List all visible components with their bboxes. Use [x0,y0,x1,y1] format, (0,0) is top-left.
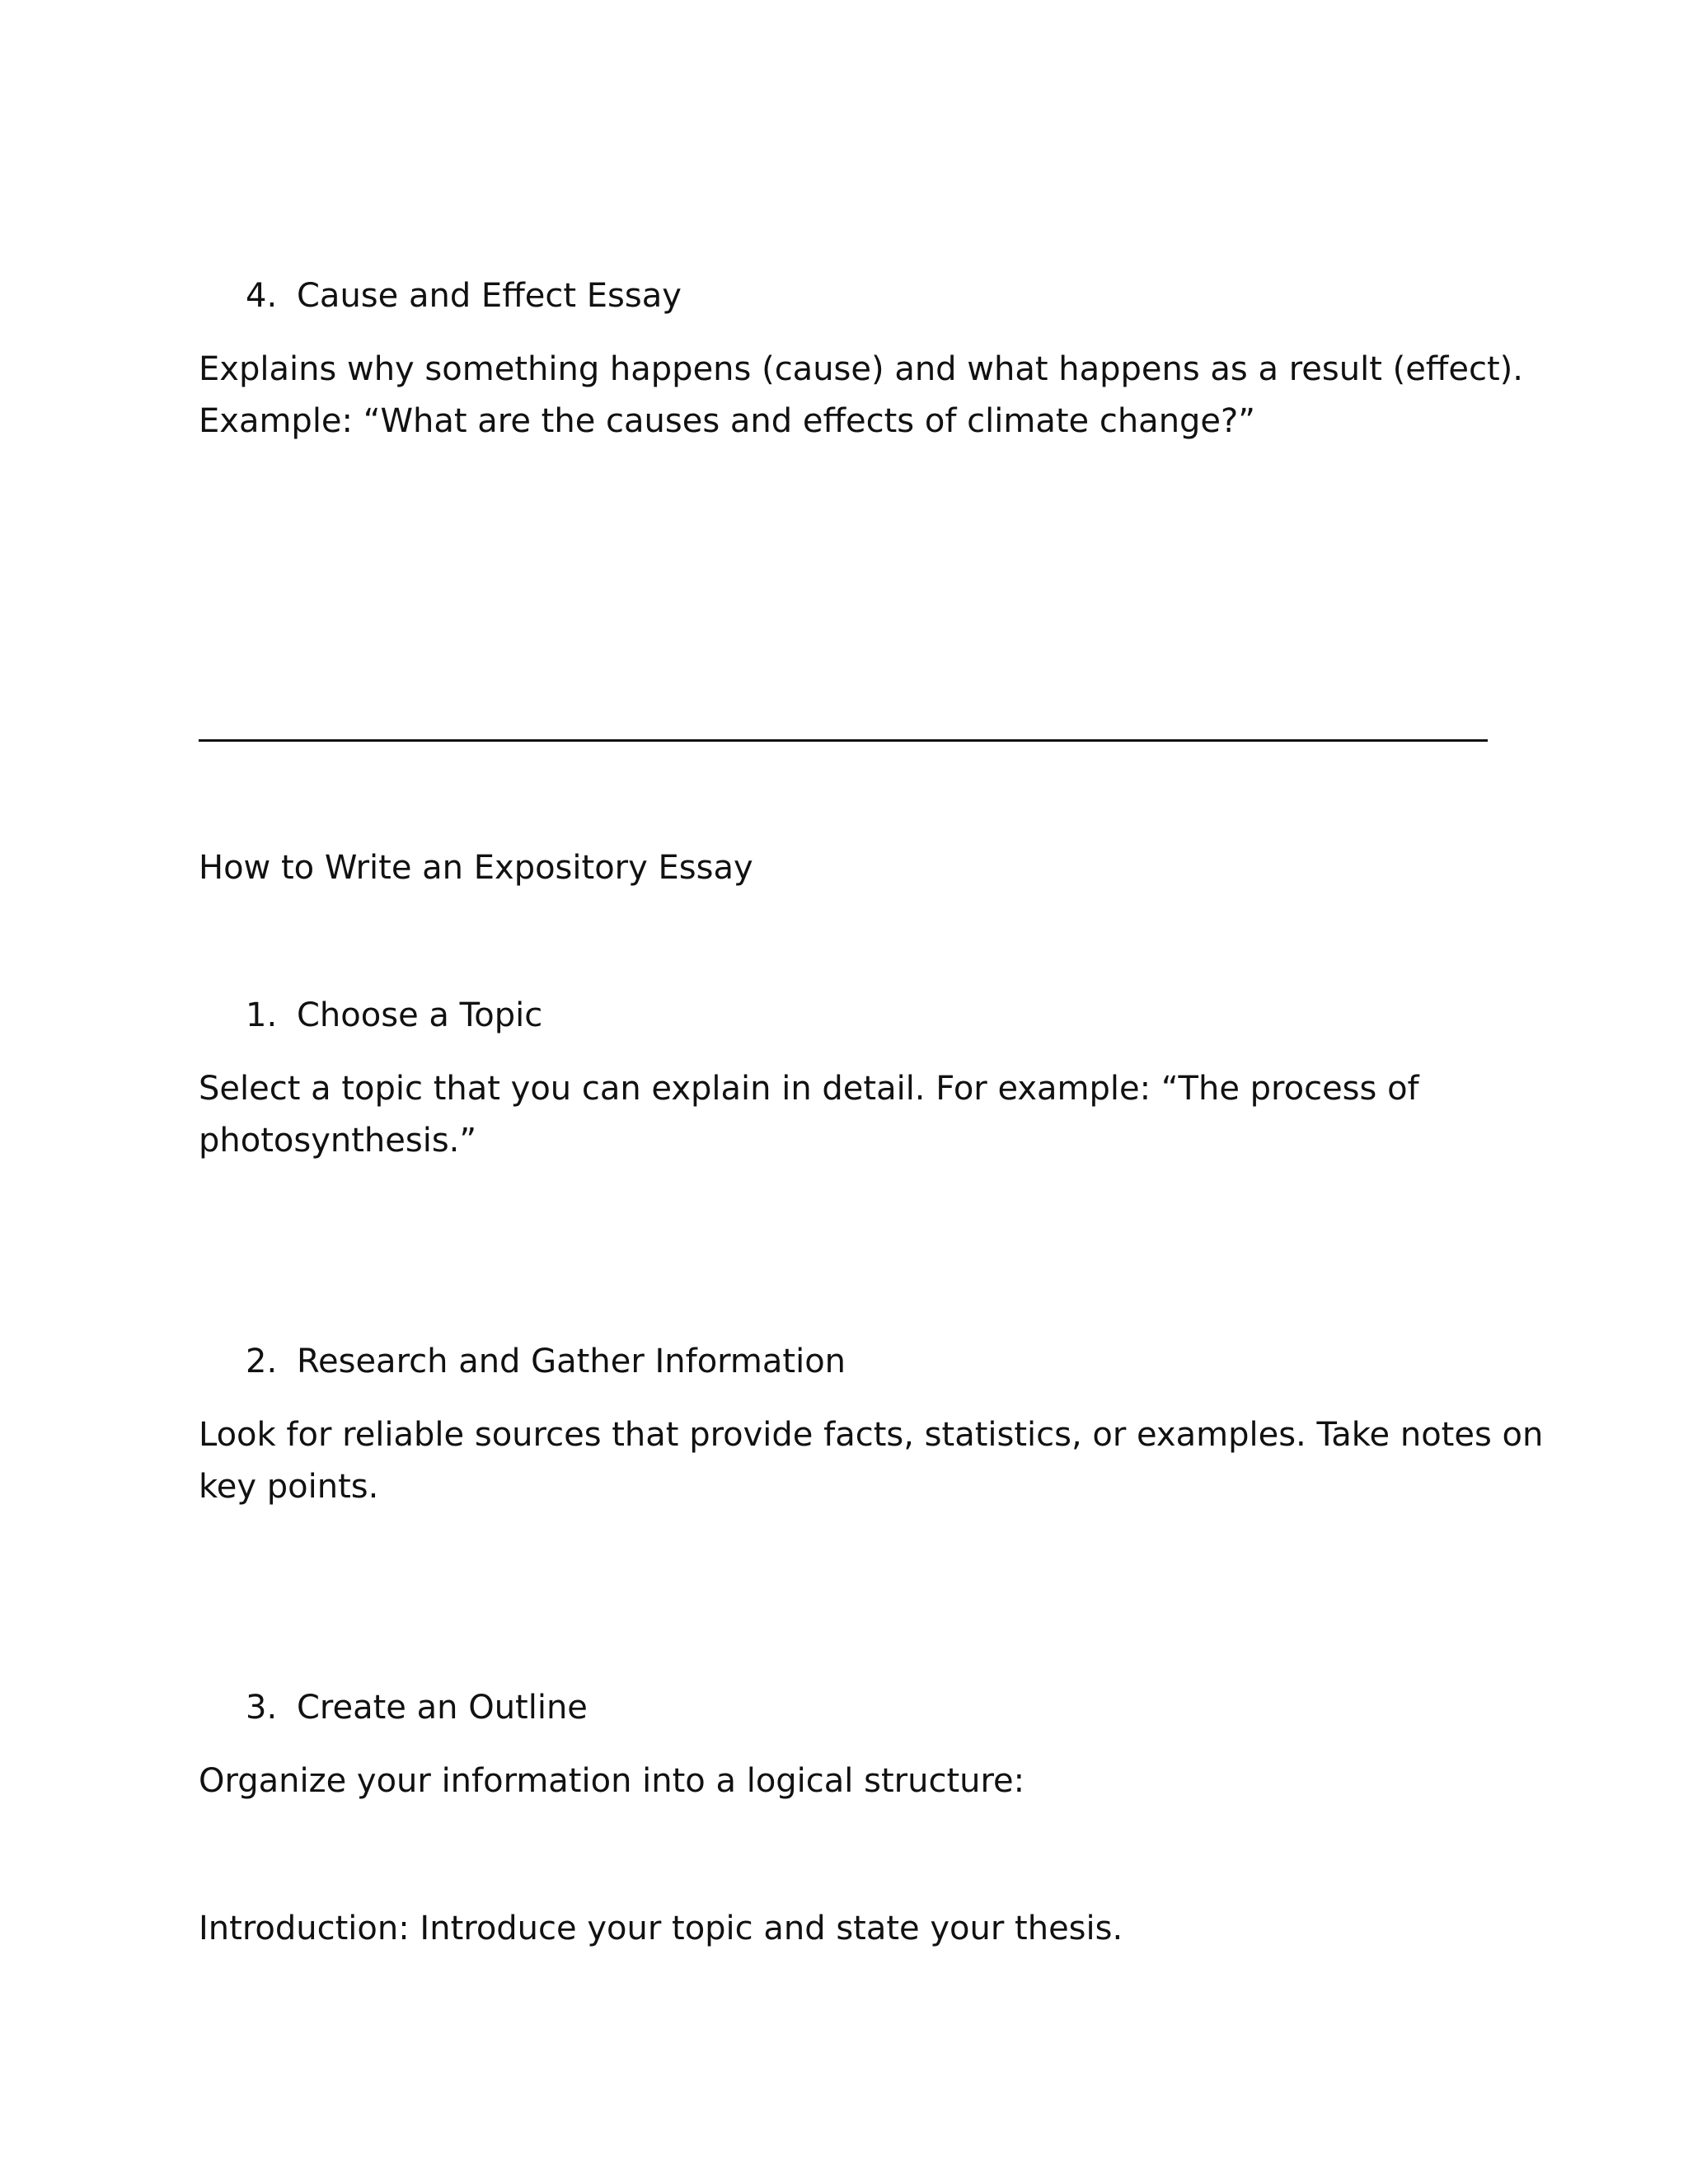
list-heading-cause-effect: Cause and Effect Essay [297,277,682,315]
list-heading-choose-topic: Choose a Topic [297,996,543,1034]
paragraph-choose-topic-line1: Select a topic that you can explain in detail. For example: “The process of [199,1070,1419,1108]
list-number-2: 2. [246,1343,278,1380]
horizontal-divider [199,739,1488,742]
section-title: How to Write an Expository Essay [199,849,753,887]
paragraph-choose-topic-line2: photosynthesis.” [199,1122,477,1160]
paragraph-cause-effect-line2: Example: “What are the causes and effects of climate change?” [199,402,1255,440]
paragraph-cause-effect-line1: Explains why something happens (cause) and what happens as a result (effect). [199,350,1523,388]
paragraph-research-line1: Look for reliable sources that provide facts, statistics, or examples. Take notes on [199,1416,1544,1454]
list-number-3: 3. [246,1689,278,1727]
list-number-4: 4. [246,277,278,315]
paragraph-research-line2: key points. [199,1468,379,1506]
paragraph-outline-line1: Organize your information into a logical structure: [199,1762,1025,1800]
list-number-1: 1. [246,996,278,1034]
list-heading-research: Research and Gather Information [297,1343,846,1380]
paragraph-outline-introduction: Introduction: Introduce your topic and state your thesis. [199,1910,1123,1947]
list-heading-outline: Create an Outline [297,1689,588,1727]
